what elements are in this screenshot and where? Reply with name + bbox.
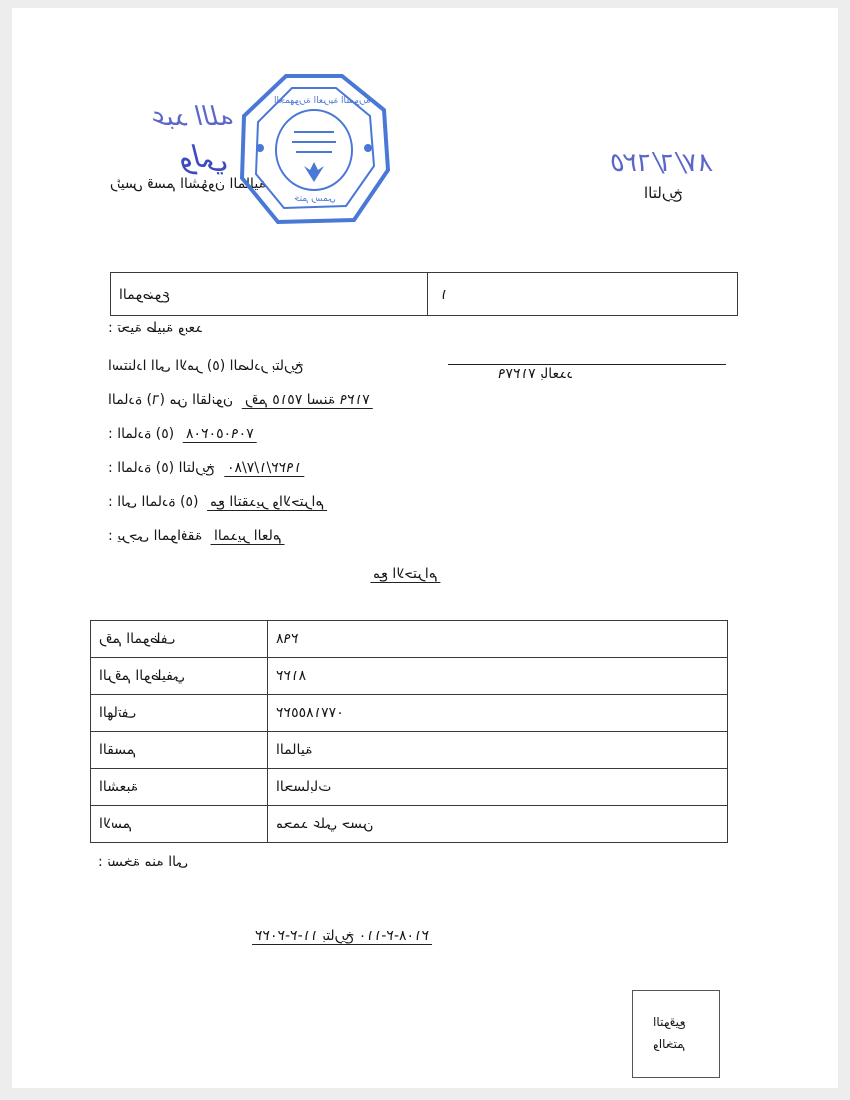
details-key: الشعبة <box>99 779 139 795</box>
signature-text: ﻋﺒﺪ ﺍﻟﻠﻪ <box>152 102 235 132</box>
fill-rule-1 <box>448 364 726 365</box>
body-line-7-value: ﺍﻟﻤﺪﻳﺮ ﺍﻟﻌﺎﻡ <box>211 528 285 545</box>
body-line-3-value: ﺭﻗﻢ ٧٥١٥ ﻟﺴﻨﺔ ٧١٢٩ <box>242 392 373 409</box>
body-line-6-label: الى المادة (٥) : <box>108 494 199 510</box>
details-key-cell <box>91 806 268 843</box>
details-key: الهاتف <box>99 705 137 721</box>
date-caption-text: التاريخ <box>644 184 683 202</box>
details-value-cell <box>268 806 728 843</box>
details-key: الاسم <box>99 816 132 832</box>
copy-to-note-text: نسخة منه الى : <box>98 854 189 870</box>
details-value: ﺍﻟﻤﺎﻟﻴﺔ <box>276 742 313 758</box>
body-line-6-value: ﻣﻊ ﺍﻟﺘﻘﺪﻳﺮ ﻭﺍﻻﺣﺘﺮﺍﻡ <box>207 494 327 511</box>
center-heading-text: ﻣﻊ ﺍﻻﺣﺘﺮﺍﻡ <box>370 566 440 583</box>
body-line-6 <box>108 494 327 511</box>
greeting-line <box>108 320 203 336</box>
details-row <box>91 806 728 843</box>
body-line-3-label: المادة (٦) من القانون <box>108 392 233 408</box>
stamp-icon <box>234 70 394 230</box>
subject-key-cell <box>111 273 428 315</box>
details-value-cell <box>268 695 728 732</box>
subject-value-cell <box>428 273 737 315</box>
body-line-2-value <box>498 366 573 382</box>
details-row <box>91 769 728 806</box>
details-value: ﺍﻟﺤﺴﺎﺑﺎﺕ <box>276 779 332 795</box>
body-line-7 <box>108 528 285 545</box>
body-line-4-label: المادة (٥) : <box>108 426 175 442</box>
details-key: الرقم الوظيفي <box>99 668 185 684</box>
center-heading <box>370 566 440 583</box>
details-value-cell <box>268 732 728 769</box>
body-line-2 <box>108 358 304 374</box>
signature-box-line-1: ﺍﻟﺘﻮﻗﻴﻊ <box>653 1015 686 1029</box>
signature-box-line-2: ﻭﺍﻟﺨﺘﻢ <box>653 1037 686 1051</box>
stamp-outer-text: ﺍﻟﺠﻤﻬﻮﺭﻳﺔ ﺍﻟﻌﺮﺑﻴﺔ ﺍﻟﺴﻮﺭﻳﺔ <box>274 96 371 106</box>
details-row <box>91 658 728 695</box>
details-value: ٠٧٧١٨٥٥٢٢ <box>276 705 344 721</box>
details-key-cell <box>91 695 268 732</box>
details-row <box>91 621 728 658</box>
body-line-4 <box>108 426 257 443</box>
body-line-5 <box>108 460 304 477</box>
greeting-text: تحية طيبة وبعد : <box>108 320 203 336</box>
signature-box <box>632 990 720 1078</box>
body-line-5-value: ١٩٢٢/١/٧/٨٠ <box>224 460 304 477</box>
official-stamp <box>234 70 394 230</box>
body-line-2-value-text: ٧١٢٧٩ ﺑﺎﻟﻌﺪﺩ <box>498 366 573 382</box>
reference-line <box>252 928 432 945</box>
details-value-cell <box>268 769 728 806</box>
details-value: ﻣﺤﻤﺪ ﻋﻠﻲ ﺣﺴﻦ <box>276 816 374 832</box>
subject-value: ١ <box>440 287 448 303</box>
details-value: ٢٩٨ <box>276 631 299 647</box>
details-key-cell <box>91 732 268 769</box>
body-line-5-label: المادة (٥) التاريخ : <box>108 460 215 476</box>
body-line-4-value: ٧٠٩٠٥٠٢٠٨ <box>183 426 257 443</box>
details-row <box>91 695 728 732</box>
document-page <box>12 8 838 1088</box>
copy-to-note <box>98 854 188 870</box>
details-key: رقم الموظف <box>99 631 176 647</box>
details-value-cell <box>268 621 728 658</box>
reference-text: ٢٠٢٢-٢-١١ ﺑﺘﺎﺭﻳﺦ ١١٠-٢-٢١٠٨ <box>252 928 432 945</box>
details-value: ٨١٢٢ <box>276 668 307 684</box>
body-line-2-label: استنادا الى الامر (٥) الصادر بتاريخ <box>108 358 304 374</box>
signature-text-2: ﻭﻟﻲ <box>180 140 229 175</box>
body-line-3 <box>108 392 373 409</box>
body-line-7-label: يرجى الموافقة : <box>108 528 203 544</box>
details-value-cell <box>268 658 728 695</box>
handwritten-date-text: ٨٧/٦/٦٢٥ <box>612 148 714 178</box>
stamp-inner-text: ﺧﺘﻢ ﺭﺳﻤﻲ <box>294 194 336 204</box>
details-key: القسم <box>99 742 137 758</box>
date-caption <box>644 184 683 202</box>
details-key-cell <box>91 769 268 806</box>
details-key-cell <box>91 658 268 695</box>
signer-line-text: رئيس قسم الشؤون المالية <box>110 176 267 192</box>
signature-scribble <box>152 102 235 132</box>
details-row <box>91 732 728 769</box>
subject-table <box>110 272 738 316</box>
details-key-cell <box>91 621 268 658</box>
signature-scribble-2 <box>180 140 229 175</box>
details-table <box>90 620 728 843</box>
handwritten-date <box>612 148 713 178</box>
subject-key: الموضوع <box>119 287 170 303</box>
